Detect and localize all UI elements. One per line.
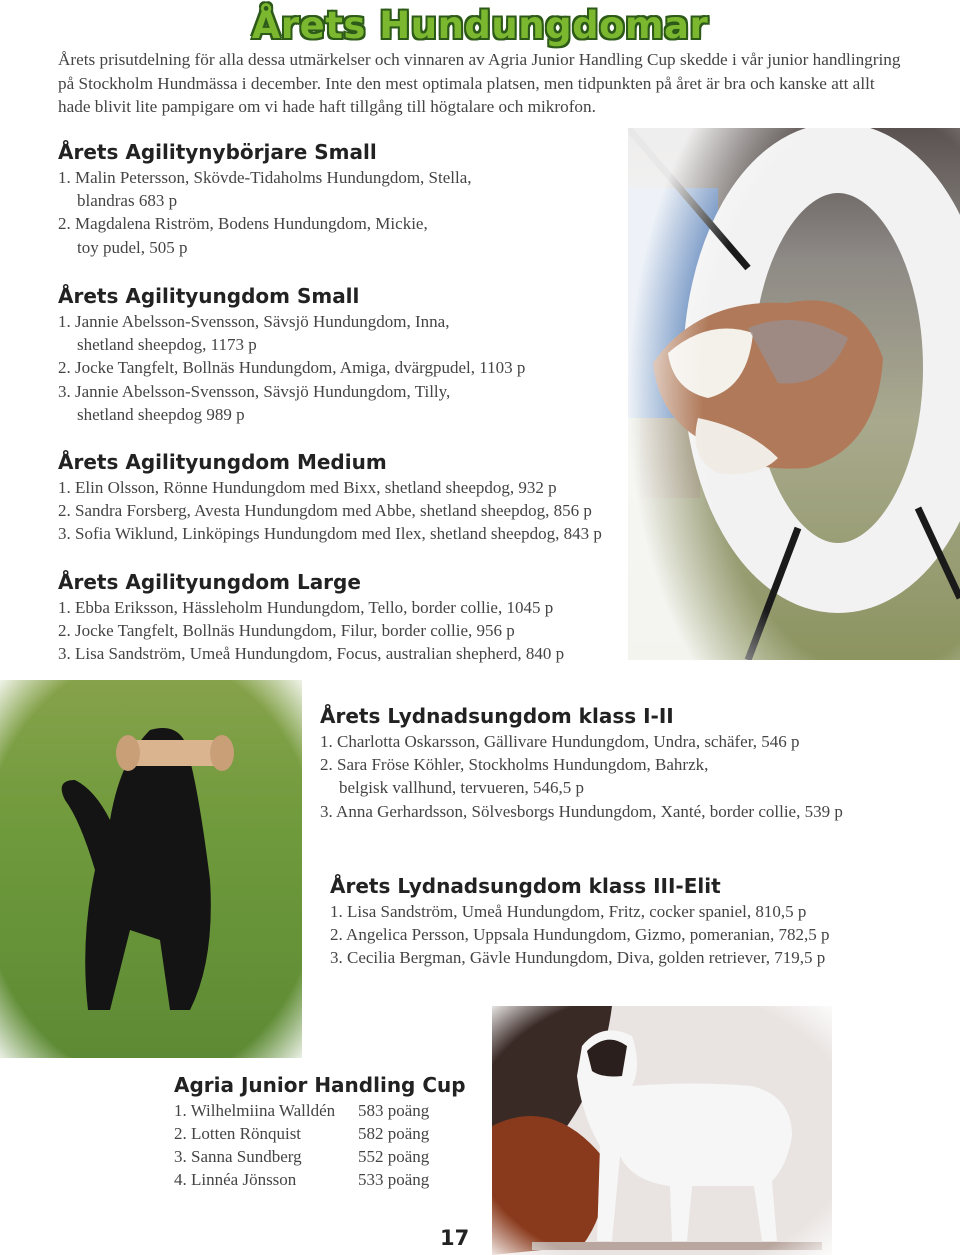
list-item [330, 923, 830, 946]
entry-line: 1. Elin Olsson, Rönne Hundungdom med Bixx, shetland sheepdog, 932 p [58, 478, 557, 497]
entry-line: 3. Lisa Sandström, Umeå Hundungdom, Focus, australian shepherd, 840 p [58, 644, 565, 664]
section-heading: Årets Agilityungdom Small [58, 284, 360, 308]
list-item [58, 596, 564, 619]
list-item [320, 800, 843, 823]
cup-name: 2. Lotten Rönquist [174, 1124, 302, 1143]
section-lydnadsungdom-klass-1-2 [320, 704, 843, 823]
list-item [320, 730, 843, 753]
entry-line: 1. Charlotta Oskarsson, Gällivare Hundungdom, Undra, schäfer, 546 p [320, 732, 800, 751]
list-item [58, 212, 472, 258]
table-row [174, 1099, 429, 1122]
entry-line: 1. Ebba Eriksson, Hässleholm Hundungdom, Tello, border collie, 1045 p [58, 598, 554, 617]
list-item [58, 642, 564, 665]
entry-line: 1. Malin Petersson, Skövde-Tidaholms Hundungdom, Stella, [58, 168, 472, 187]
section-agria-junior-handling-cup [174, 1073, 466, 1191]
entry-line: 3. Jannie Abelsson-Svensson, Sävsjö Hundungdom, Tilly, [58, 381, 451, 401]
cup-name: 1. Wilhelmiina Walldén [174, 1101, 336, 1120]
section-agilitynyborjare-small [58, 140, 472, 259]
table-row [174, 1168, 429, 1191]
cup-points: 533 poäng [358, 1170, 430, 1189]
entry-line-continued: blandras 683 p [77, 191, 178, 211]
photo-agility-dog [628, 128, 960, 660]
table-row [174, 1122, 429, 1145]
section-heading: Årets Agilityungdom Medium [58, 450, 387, 474]
entry-line: 2. Magdalena Riström, Bodens Hundungdom, Mickie, [58, 214, 428, 234]
entry-line: 2. Jocke Tangfelt, Bollnäs Hundungdom, Amiga, dvärgpudel, 1103 p [58, 358, 526, 378]
section-heading: Årets Agilitynybörjare Small [58, 140, 377, 164]
entry-line: 2. Sara Fröse Köhler, Stockholms Hundungdom, Bahrzk, [320, 755, 709, 775]
cup-points: 583 poäng [358, 1101, 430, 1120]
page-number: 17 [440, 1226, 470, 1250]
entry-line: 3. Anna Gerhardsson, Sölvesborgs Hundungdom, Xanté, border collie, 539 p [320, 801, 843, 821]
section-heading: Årets Agilityungdom Large [58, 570, 361, 594]
entry-line-continued: shetland sheepdog 989 p [77, 404, 245, 424]
list-item [330, 900, 830, 923]
list-item [58, 380, 525, 426]
list-item [320, 753, 843, 799]
entry-line: 3. Sofia Wiklund, Linköpings Hundungdom med Ilex, shetland sheepdog, 843 p [58, 524, 602, 544]
cup-points: 552 poäng [358, 1147, 430, 1166]
page-title: Årets Hundungdomar [251, 4, 709, 47]
cup-results-table [174, 1099, 429, 1191]
section-agilityungdom-large [58, 570, 564, 666]
entry-line: 2. Jocke Tangfelt, Bollnäs Hundungdom, Filur, border collie, 956 p [58, 621, 515, 641]
section-agilityungdom-small [58, 284, 525, 426]
intro-paragraph: Årets prisutdelning för alla dessa utmärkelser och vinnaren av Agria Junior Handling Cup skedde i vår junior handlingring på Stockholm Hundmässa i december. Inte den mest optimala platsen, men tidpunkten på året är bra och kanske att allt hade blivit lite pampigare om vi hade haft tillgång till högtalare och mikrofon. [58, 50, 901, 116]
list-item [58, 499, 602, 522]
list-item [58, 356, 525, 379]
table-row [174, 1145, 429, 1168]
cup-points: 582 poäng [358, 1124, 430, 1143]
retriever-image [0, 680, 302, 1058]
entry-line: 2. Sandra Forsberg, Avesta Hundungdom med Abbe, shetland sheepdog, 856 p [58, 501, 592, 521]
entry-line: 3. Cecilia Bergman, Gävle Hundungdom, Diva, golden retriever, 719,5 p [330, 948, 826, 968]
section-lydnadsungdom-klass-3-elit [330, 874, 830, 970]
list-item [58, 166, 472, 212]
cup-name: 4. Linnéa Jönsson [174, 1170, 297, 1189]
photo-retriever [0, 680, 302, 1058]
list-item [58, 476, 602, 499]
section-agilityungdom-medium [58, 450, 602, 546]
photo-terrier [492, 1006, 832, 1255]
list-item [58, 310, 525, 356]
terrier-image [492, 1006, 832, 1255]
list-item [330, 946, 830, 969]
list-item [58, 522, 602, 545]
entry-line: 1. Jannie Abelsson-Svensson, Sävsjö Hundungdom, Inna, [58, 312, 450, 331]
entry-line-continued: shetland sheepdog, 1173 p [77, 335, 257, 355]
cup-name: 3. Sanna Sundberg [174, 1147, 302, 1166]
agility-dog-image [628, 128, 960, 660]
section-heading: Agria Junior Handling Cup [174, 1073, 466, 1097]
entry-line-continued: toy pudel, 505 p [77, 237, 188, 257]
entry-line: 1. Lisa Sandström, Umeå Hundungdom, Fritz, cocker spaniel, 810,5 p [330, 902, 807, 921]
section-heading: Årets Lydnadsungdom klass I-II [320, 704, 674, 728]
entry-line-continued: belgisk vallhund, tervueren, 546,5 p [339, 778, 585, 798]
section-heading: Årets Lydnadsungdom klass III-Elit [330, 874, 721, 898]
entry-line: 2. Angelica Persson, Uppsala Hundungdom, Gizmo, pomeranian, 782,5 p [330, 925, 830, 945]
list-item [58, 619, 564, 642]
